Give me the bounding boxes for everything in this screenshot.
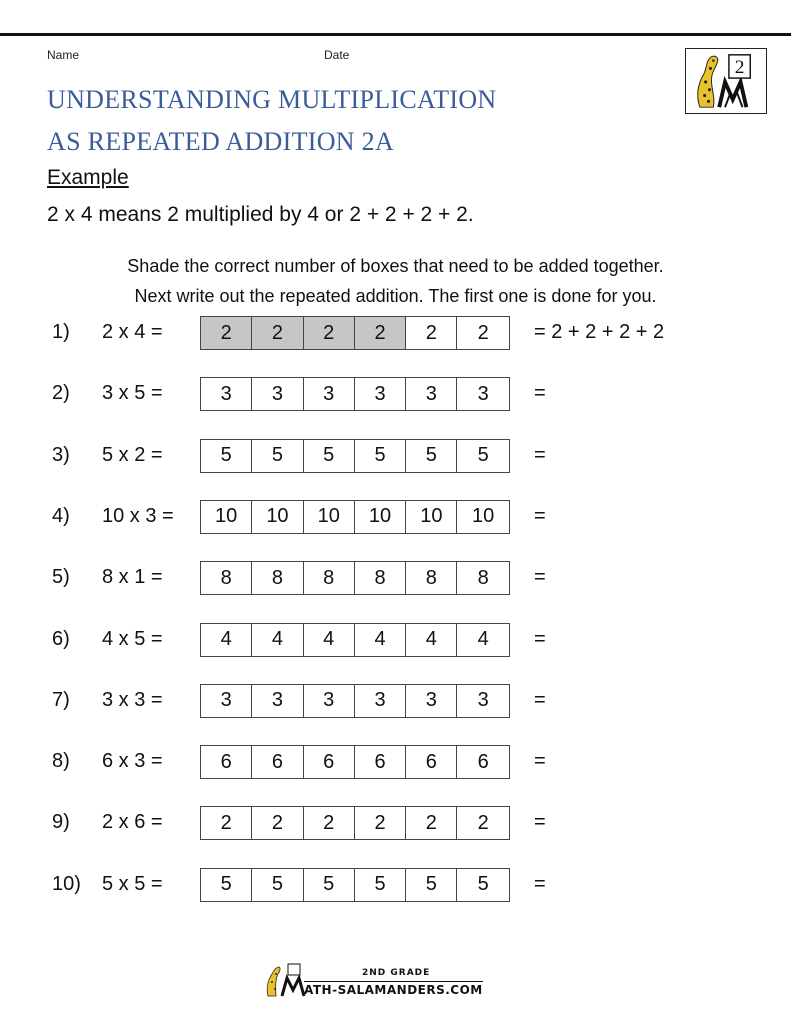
salamander-logo <box>685 48 767 114</box>
problem-row <box>0 684 791 718</box>
shade-box[interactable]: 2 <box>355 807 406 839</box>
name-label: Name <box>47 48 80 62</box>
problem-expression: 5 x 2 = <box>102 443 163 466</box>
problem-expression: 6 x 3 = <box>102 750 163 773</box>
shade-box-row <box>200 806 510 840</box>
shade-box[interactable]: 5 <box>457 869 508 901</box>
shade-box[interactable]: 2 <box>304 807 355 839</box>
shade-box[interactable]: 8 <box>252 562 303 594</box>
shade-box[interactable]: 10 <box>457 501 508 533</box>
salamander-logo-icon <box>686 49 766 113</box>
shade-box[interactable]: 5 <box>201 440 252 472</box>
problem-answer[interactable]: = <box>534 872 546 895</box>
example-heading: Example <box>47 166 129 189</box>
shade-box[interactable]: 3 <box>355 685 406 717</box>
instruction-line2: Next write out the repeated addition. The first one is done for you. <box>134 286 657 306</box>
shade-box[interactable]: 8 <box>355 562 406 594</box>
shade-box[interactable]: 6 <box>252 746 303 778</box>
problem-answer: = 2 + 2 + 2 + 2 <box>534 321 665 343</box>
shade-box[interactable]: 2 <box>457 317 508 349</box>
problem-answer[interactable]: = <box>534 504 546 527</box>
problem-expression: 3 x 3 = <box>102 688 163 711</box>
shade-box[interactable]: 3 <box>252 378 303 410</box>
problem-answer[interactable]: = <box>534 750 546 773</box>
problem-row <box>0 561 791 595</box>
shaded-box[interactable]: 2 <box>252 317 303 349</box>
shade-box[interactable]: 2 <box>201 807 252 839</box>
shade-box-row <box>200 316 510 350</box>
shade-box-row <box>200 561 510 595</box>
problem-number: 4) <box>52 504 70 527</box>
shade-box[interactable]: 8 <box>304 562 355 594</box>
footer-grade-text: 2ND GRADE <box>362 968 431 978</box>
shade-box[interactable]: 5 <box>355 440 406 472</box>
problem-expression: 4 x 5 = <box>102 627 163 650</box>
problem-answer[interactable]: = <box>534 566 546 589</box>
shade-box[interactable]: 3 <box>304 378 355 410</box>
problem-row <box>0 439 791 473</box>
shade-box[interactable]: 6 <box>457 746 508 778</box>
shade-box[interactable]: 10 <box>304 501 355 533</box>
problem-number: 6) <box>52 627 70 650</box>
shade-box[interactable]: 8 <box>201 562 252 594</box>
shade-box[interactable]: 4 <box>201 624 252 656</box>
shade-box[interactable]: 4 <box>304 624 355 656</box>
problem-number: 1) <box>52 321 70 343</box>
date-label: Date <box>324 48 350 62</box>
problem-number: 2) <box>52 382 70 405</box>
shade-box[interactable]: 6 <box>406 746 457 778</box>
problem-row <box>0 868 791 902</box>
shade-box[interactable]: 2 <box>406 807 457 839</box>
shade-box-row <box>200 745 510 779</box>
shaded-box[interactable]: 2 <box>201 317 252 349</box>
shade-box[interactable]: 3 <box>406 378 457 410</box>
problem-number: 10) <box>52 872 81 895</box>
problem-answer[interactable]: = <box>534 627 546 650</box>
footer-site-text: ATH-SALAMANDERS.COM <box>304 983 483 997</box>
shaded-box[interactable]: 2 <box>304 317 355 349</box>
problem-row <box>0 500 791 534</box>
shade-box[interactable]: 2 <box>252 807 303 839</box>
problem-expression: 3 x 5 = <box>102 382 163 405</box>
problem-expression: 2 x 6 = <box>102 811 163 834</box>
problem-answer[interactable]: = <box>534 688 546 711</box>
problem-row <box>0 806 791 840</box>
shade-box[interactable]: 3 <box>457 685 508 717</box>
shade-box-row <box>200 439 510 473</box>
problem-expression: 5 x 5 = <box>102 872 163 895</box>
problem-answer[interactable]: = <box>534 443 546 466</box>
example-text: 2 x 4 means 2 multiplied by 4 or 2 + 2 + 2 + 2. <box>47 203 474 226</box>
shade-box[interactable]: 2 <box>457 807 508 839</box>
shaded-box[interactable]: 2 <box>355 317 406 349</box>
shade-box[interactable]: 10 <box>355 501 406 533</box>
top-rule <box>0 33 791 36</box>
shade-box[interactable]: 3 <box>406 685 457 717</box>
problem-row <box>0 623 791 657</box>
shade-box[interactable]: 3 <box>201 378 252 410</box>
instruction-line1: Shade the correct number of boxes that need to be added together. <box>127 256 664 276</box>
shade-box[interactable]: 8 <box>457 562 508 594</box>
problem-answer[interactable]: = <box>534 811 546 834</box>
shade-box[interactable]: 6 <box>201 746 252 778</box>
problem-row <box>0 745 791 779</box>
problem-expression: 2 x 4 = <box>102 321 163 343</box>
logo-grade: 2 <box>734 57 745 79</box>
shade-box[interactable]: 5 <box>252 869 303 901</box>
shade-box-row <box>200 500 510 534</box>
shade-box-row <box>200 684 510 718</box>
shade-box-row <box>200 623 510 657</box>
shade-box-row <box>200 377 510 411</box>
problem-number: 7) <box>52 688 70 711</box>
shade-box[interactable]: 6 <box>355 746 406 778</box>
shade-box-row <box>200 868 510 902</box>
shade-box[interactable]: 3 <box>252 685 303 717</box>
problem-row <box>0 377 791 411</box>
shade-box[interactable]: 5 <box>406 440 457 472</box>
shade-box[interactable]: 5 <box>355 869 406 901</box>
shade-box[interactable]: 10 <box>252 501 303 533</box>
shade-box[interactable]: 5 <box>304 869 355 901</box>
page-title-line1: UNDERSTANDING MULTIPLICATION <box>47 85 497 114</box>
shade-box[interactable]: 2 <box>406 317 457 349</box>
shade-box[interactable]: 6 <box>304 746 355 778</box>
shade-box[interactable]: 8 <box>406 562 457 594</box>
shade-box[interactable]: 5 <box>252 440 303 472</box>
problem-expression: 8 x 1 = <box>102 566 163 589</box>
shade-box[interactable]: 5 <box>304 440 355 472</box>
problem-row <box>0 316 791 350</box>
shade-box[interactable]: 4 <box>406 624 457 656</box>
problem-number: 8) <box>52 750 70 773</box>
page-title-line2: AS REPEATED ADDITION 2A <box>47 127 395 156</box>
problem-number: 3) <box>52 443 70 466</box>
shade-box[interactable]: 10 <box>201 501 252 533</box>
shade-box[interactable]: 4 <box>252 624 303 656</box>
problem-answer[interactable]: = <box>534 382 546 405</box>
shade-box[interactable]: 5 <box>201 869 252 901</box>
shade-box[interactable]: 10 <box>406 501 457 533</box>
shade-box[interactable]: 3 <box>201 685 252 717</box>
problem-number: 5) <box>52 566 70 589</box>
shade-box[interactable]: 5 <box>457 440 508 472</box>
shade-box[interactable]: 4 <box>355 624 406 656</box>
shade-box[interactable]: 3 <box>304 685 355 717</box>
shade-box[interactable]: 3 <box>457 378 508 410</box>
problem-expression: 10 x 3 = <box>102 504 174 527</box>
shade-box[interactable]: 5 <box>406 869 457 901</box>
problem-number: 9) <box>52 811 70 834</box>
shade-box[interactable]: 3 <box>355 378 406 410</box>
shade-box[interactable]: 4 <box>457 624 508 656</box>
